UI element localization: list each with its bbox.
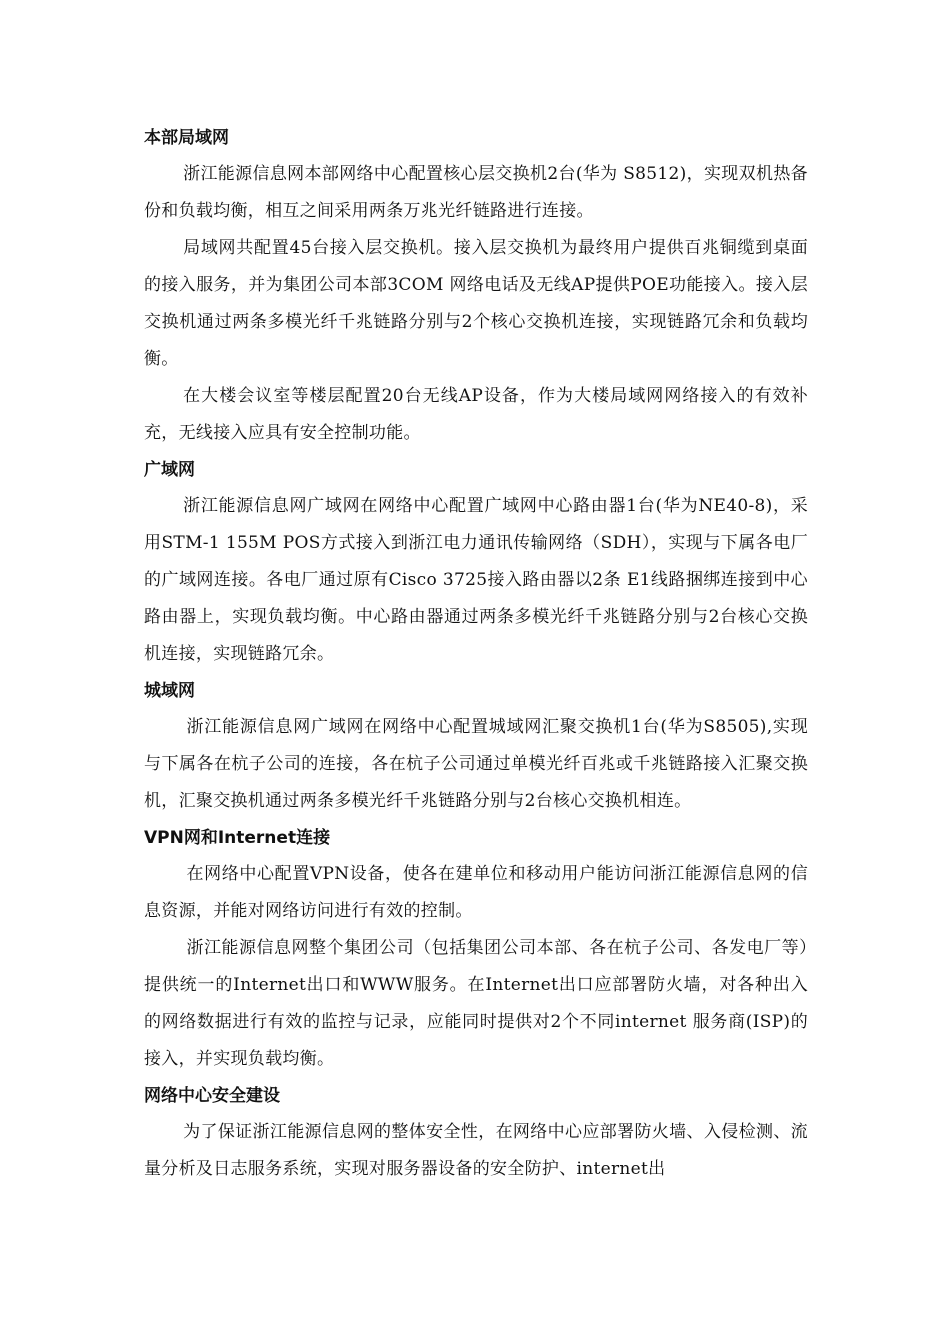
section-heading-man: 城域网 (144, 681, 195, 701)
lan-paragraph-access: 局域网共配置45台接入层交换机。接入层交换机为最终用户提供百兆铜缆到桌面的接入服务，并为集团公司本部3COM 网络电话及无线AP提供POE功能接入。接入层交换机通过两条多模光纤千兆链路分别与2个核心交换机连接，实现链路冗余和负载均衡。 (144, 238, 808, 369)
vpn-paragraph: 在网络中心配置VPN设备，使各在建单位和移动用户能访问浙江能源信息网的信息资源，并能对网络访问进行有效的控制。 (144, 864, 808, 921)
lan-paragraph-wireless: 在大楼会议室等楼层配置20台无线AP设备，作为大楼局域网网络接入的有效补充，无线接入应具有安全控制功能。 (144, 386, 808, 443)
section-heading-vpn-internet: VPN网和Internet连接 (144, 828, 331, 848)
internet-paragraph: 浙江能源信息网整个集团公司（包括集团公司本部、各在杭子公司、各发电厂等）提供统一的Internet出口和WWW服务。在Internet出口应部署防火墙，对各种出入的网络数据进行有效的监控与记录，应能同时提供对2个不同internet 服务商(ISP)的接入，并实现负载均衡。 (144, 938, 808, 1069)
security-paragraph: 为了保证浙江能源信息网的整体安全性，在网络中心应部署防火墙、入侵检测、流量分析及日志服务系统，实现对服务器设备的安全防护、internet出 (144, 1122, 808, 1179)
lan-paragraph-core: 浙江能源信息网本部网络中心配置核心层交换机2台(华为 S8512)，实现双机热备份和负载均衡，相互之间采用两条万兆光纤链路进行连接。 (144, 164, 808, 221)
wan-paragraph: 浙江能源信息网广域网在网络中心配置广域网中心路由器1台(华为NE40-8)，采用STM-1 155M POS方式接入到浙江电力通讯传输网络（SDH），实现与下属各电厂的广域网连接。各电厂通过原有Cisco 3725接入路由器以2条 E1线路捆绑连接到中心路由器上，实现负载均衡。中心路由器通过两条多模光纤千兆链路分别与2台核心交换机连接，实现链路冗余。 (144, 496, 808, 664)
section-heading-lan: 本部局域网 (144, 128, 229, 148)
man-paragraph: 浙江能源信息网广域网在网络中心配置城域网汇聚交换机1台(华为S8505),实现与下属各在杭子公司的连接，各在杭子公司通过单模光纤百兆或千兆链路接入汇聚交换机，汇聚交换机通过两条多模光纤千兆链路分别与2台核心交换机相连。 (144, 717, 808, 811)
section-heading-wan: 广域网 (144, 460, 195, 480)
document-body (144, 120, 808, 1188)
section-heading-security: 网络中心安全建设 (144, 1086, 280, 1106)
